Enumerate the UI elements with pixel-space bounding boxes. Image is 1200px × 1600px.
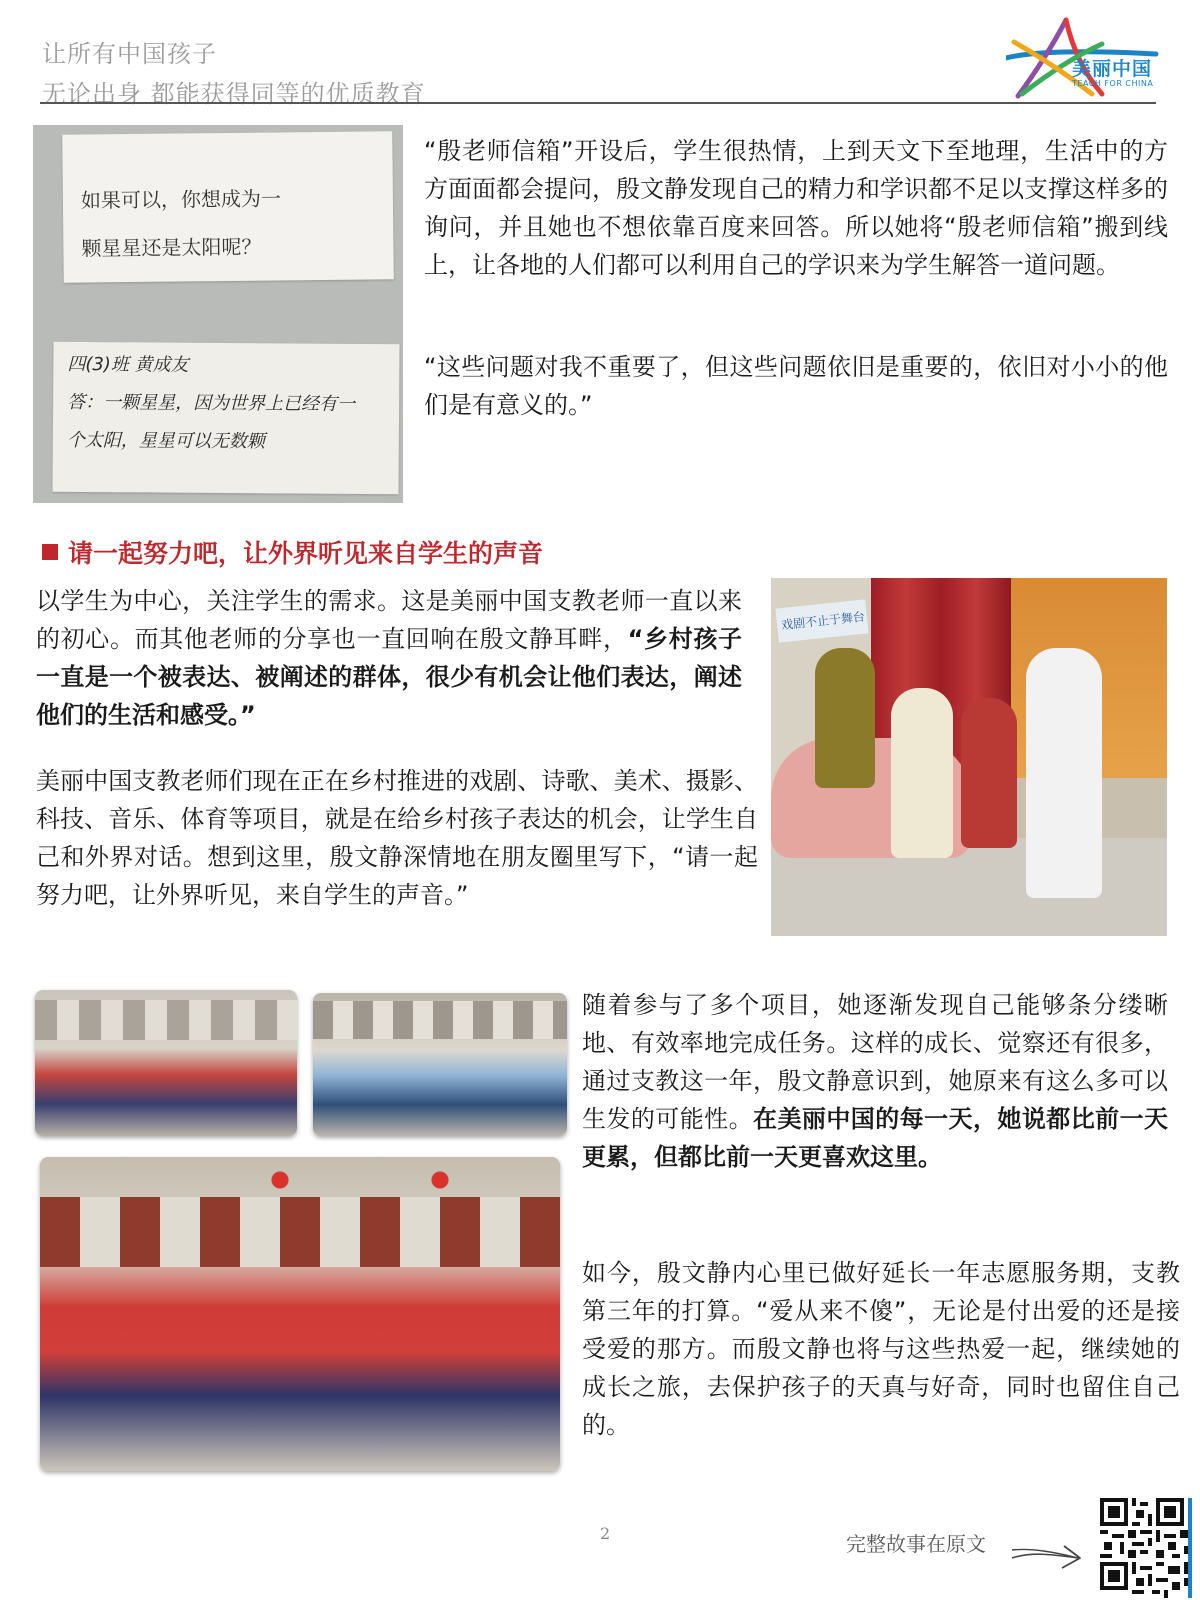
student-figure-3 bbox=[1026, 648, 1102, 898]
section-heading-text: 请一起努力吧，让外界听见来自学生的声音 bbox=[68, 539, 544, 568]
answer-line3: 个太阳，星星可以无数颗 bbox=[66, 429, 265, 453]
student-center-paragraph bbox=[36, 582, 742, 734]
quote-paragraph: “这些问题对我不重要了，但这些问题依旧是重要的，依旧对小小的他们是有意义的。” bbox=[424, 353, 1168, 419]
section-heading bbox=[42, 534, 543, 570]
answer-note-paper bbox=[52, 342, 399, 494]
question-line1: 如果可以，你想成为一 bbox=[80, 186, 282, 213]
growth-quote: 在美丽中国的每一天，她说都比前一天更累，但都比前一天更喜欢这里。 bbox=[582, 1105, 1169, 1171]
student-figure-2 bbox=[961, 698, 1017, 848]
page-number: 2 bbox=[600, 1524, 611, 1543]
mailbox-paragraph: “殷老师信箱”开设后，学生很热情，上到天文下至地理，生活中的方方面面都会提问，殷文静发现自己的精力和学识都不足以支撑这样多的询问，并且她也不想依靠百度来回答。所以她将“殷老师信箱”搬到线上，让各地的人们都可以利用自己的学识来为学生解答一道问题。 bbox=[424, 137, 1168, 279]
answer-line1: 四(3)班 黄成友 bbox=[67, 353, 189, 376]
red-lanterns bbox=[270, 1165, 450, 1195]
square-bullet-icon bbox=[42, 544, 58, 560]
group-photo-2 bbox=[313, 993, 567, 1136]
logo-chinese-name: 美丽中国 bbox=[1072, 58, 1153, 80]
growth-text: 随着参与了多个项目，她逐渐发现自己能够条分缕晰地、有效率地完成任务。这样的成长、觉察还有很多，通过支教这一年，殷文静意识到，她原来有这么多可以生发的可能性。 bbox=[582, 991, 1168, 1133]
building-windows bbox=[40, 1197, 560, 1267]
growth-paragraph bbox=[582, 986, 1168, 1176]
third-year-paragraph: 如今，殷文静内心里已做好延长一年志愿服务期，支教第三年的打算。“爱从来不傻”，无论是付出爱的还是接受爱的那方。而殷文静也将与这些热爱一起，继续她的成长之旅，去保护孩子的天真与好奇，同时也留住自己的。 bbox=[582, 1259, 1180, 1439]
group-photo-1 bbox=[35, 990, 297, 1136]
banner-text: 戏剧不止于舞台 bbox=[780, 609, 866, 633]
answer-line2: 答：一颗星星，因为世界上已经有一 bbox=[67, 391, 356, 415]
header-divider bbox=[40, 102, 1156, 104]
logo-english-name: TEACH FOR CHINA bbox=[1072, 79, 1154, 88]
footer-note: 完整故事在原文 bbox=[846, 1532, 986, 1556]
header-tagline-line2: 无论出身 都能获得同等的优质教育 bbox=[42, 80, 426, 108]
qr-code-icon[interactable] bbox=[1100, 1498, 1192, 1598]
building-windows bbox=[35, 1000, 297, 1040]
header-tagline-line1: 让所有中国孩子 bbox=[42, 40, 217, 68]
hand-drawn-arrow-icon bbox=[1010, 1536, 1084, 1572]
projects-paragraph: 美丽中国支教老师们现在正在乡村推进的戏剧、诗歌、美术、摄影、科技、音乐、体育等项目，就是在给乡村孩子表达的机会，让学生自己和外界对话。想到这里，殷文静深情地在朋友圈里写下，“请一起努力吧，让外界听见，来自学生的声音。” bbox=[36, 767, 758, 909]
question-note-paper bbox=[62, 131, 394, 282]
drama-class-photo bbox=[771, 578, 1167, 936]
group-photo-3 bbox=[40, 1157, 560, 1471]
building-windows bbox=[313, 1001, 567, 1039]
student-center-text: 以学生为中心，关注学生的需求。这是美丽中国支教老师一直以来的初心。而其他老师的分享也一直回响在殷文静耳畔， bbox=[36, 587, 742, 653]
student-figure-1 bbox=[891, 688, 953, 858]
question-line2: 颗星星还是太阳呢？ bbox=[81, 234, 262, 261]
student-center-quote: “乡村孩子一直是一个被表达、被阐述的群体，很少有机会让他们表达，阐述他们的生活和感受。” bbox=[36, 625, 743, 729]
handwritten-notes-photo bbox=[33, 125, 403, 503]
man-figure bbox=[815, 648, 875, 788]
